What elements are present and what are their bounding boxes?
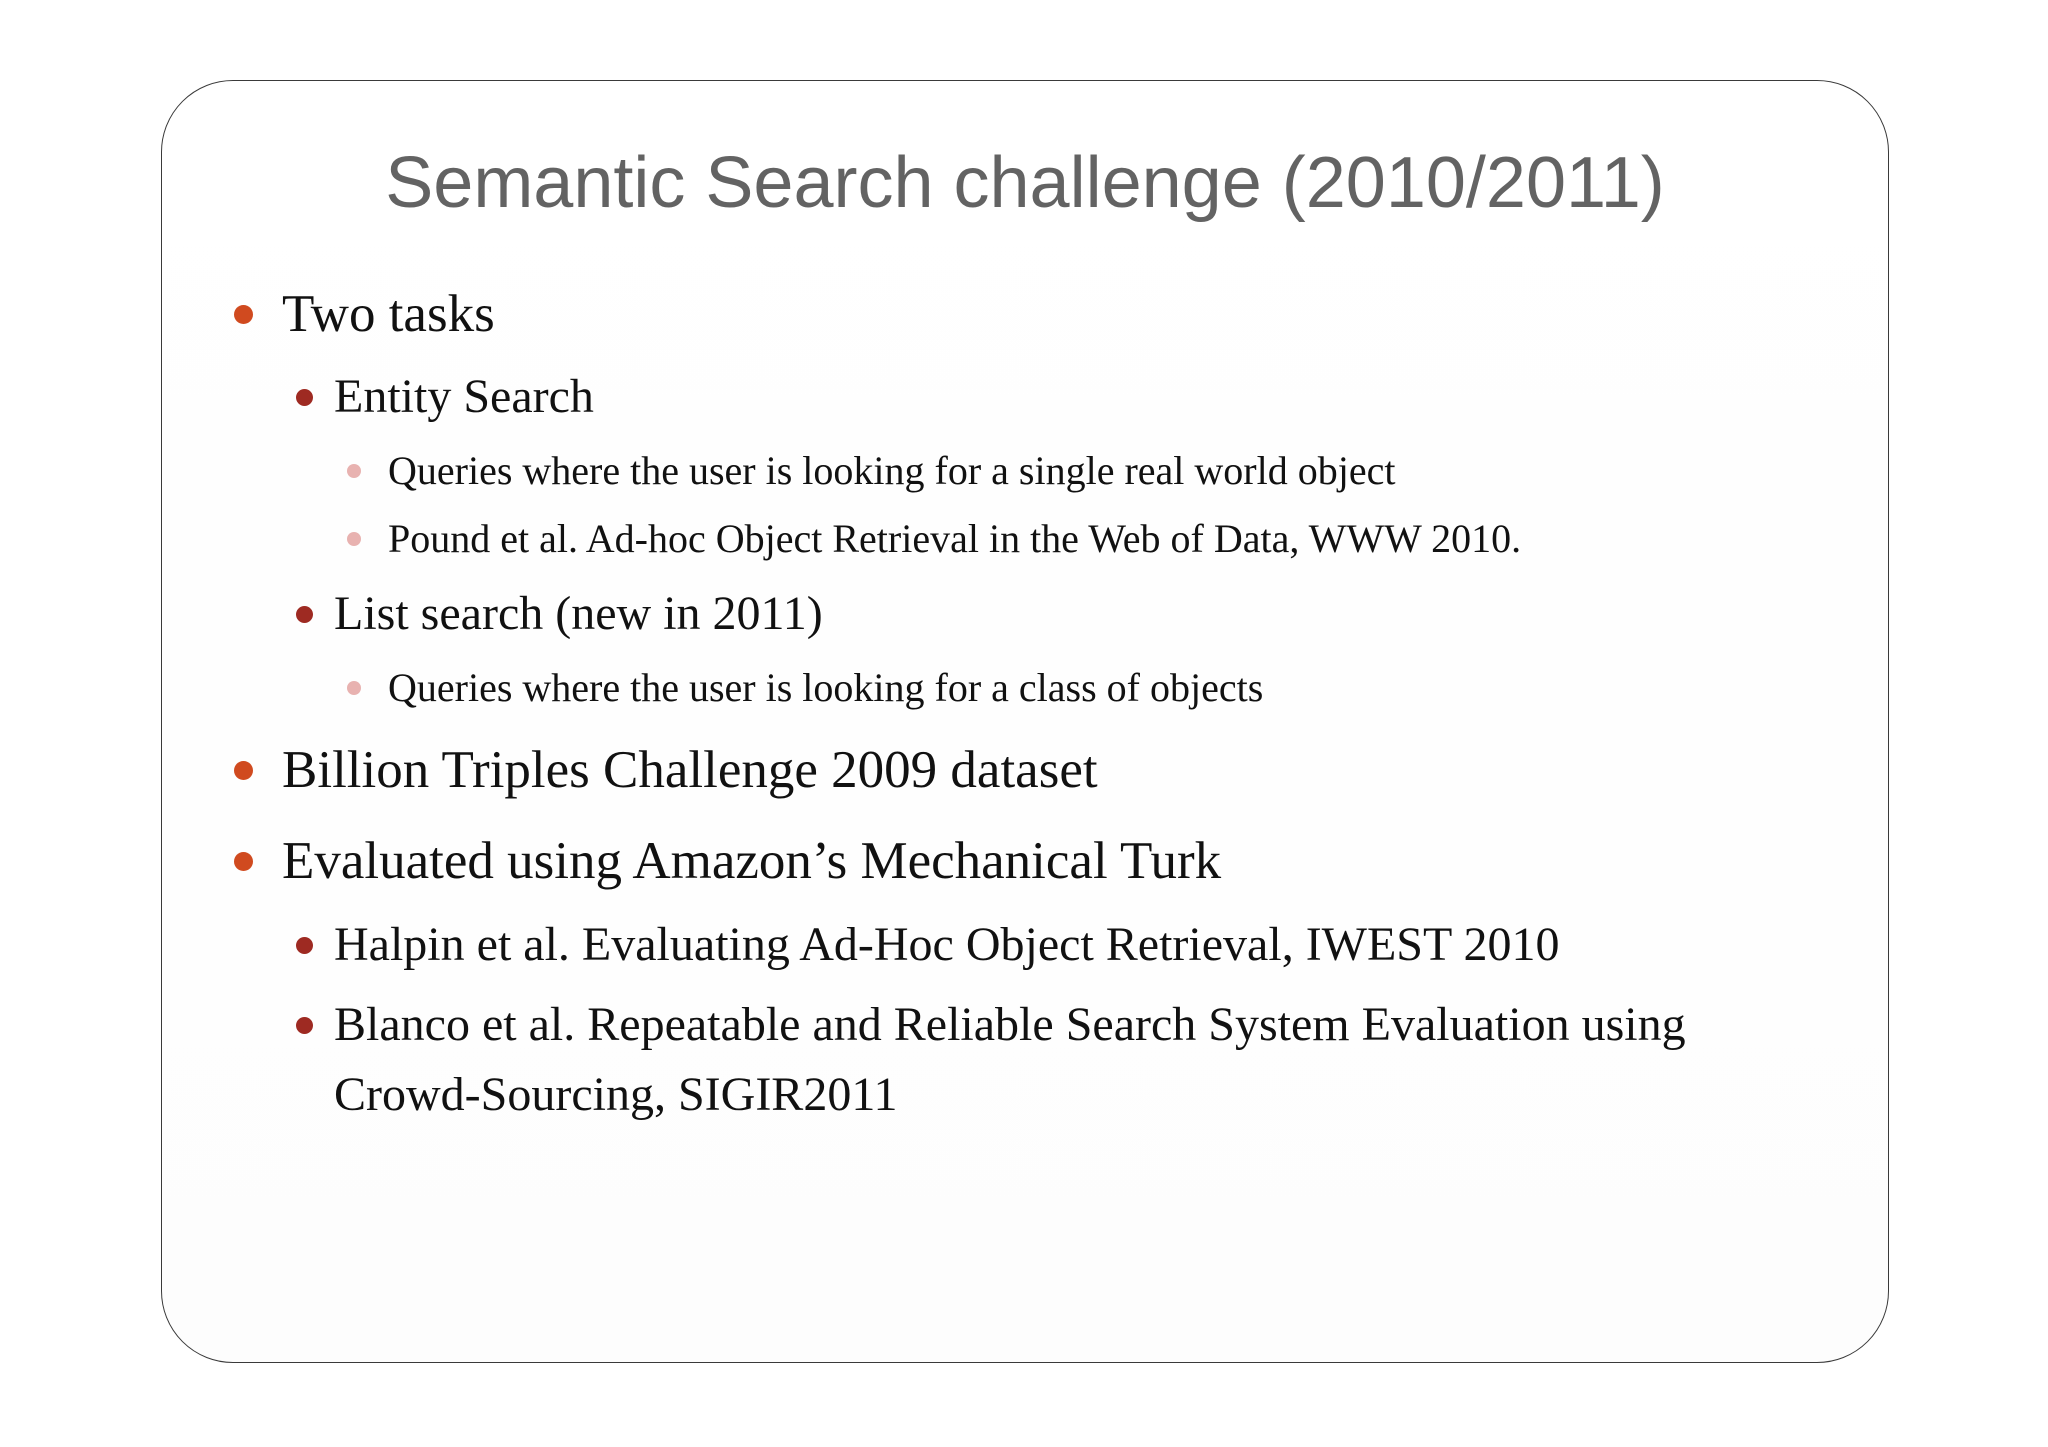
bullet-entity-search: Entity Search xyxy=(334,370,594,423)
bullet-dot-level2 xyxy=(296,606,313,623)
bullet-list-search: List search (new in 2011) xyxy=(334,587,823,640)
bullet-evaluation: Evaluated using Amazon’s Mechanical Turk xyxy=(282,832,1222,890)
bullet-dot-level1 xyxy=(234,305,253,324)
bullet-dot-level2 xyxy=(296,389,313,406)
slide-frame xyxy=(161,80,1889,1363)
bullet-dot-level3 xyxy=(347,532,361,546)
bullet-two-tasks: Two tasks xyxy=(282,285,495,343)
bullet-blanco-reference-continuation: Crowd-Sourcing, SIGIR2011 xyxy=(334,1068,898,1121)
bullet-pound-reference: Pound et al. Ad-hoc Object Retrieval in the Web of Data, WWW 2010. xyxy=(388,516,1522,561)
bullet-dot-level3 xyxy=(347,681,361,695)
slide-title: Semantic Search challenge (2010/2011) xyxy=(385,143,1665,223)
bullet-entity-search-definition: Queries where the user is looking for a single real world object xyxy=(388,448,1396,493)
bullet-dot-level2 xyxy=(296,1017,313,1034)
bullet-dot-level1 xyxy=(234,852,253,871)
bullet-dot-level1 xyxy=(234,761,253,780)
bullet-dataset: Billion Triples Challenge 2009 dataset xyxy=(282,741,1098,799)
bullet-blanco-reference: Blanco et al. Repeatable and Reliable Search System Evaluation using xyxy=(334,998,1686,1051)
bullet-dot-level3 xyxy=(347,464,361,478)
bullet-dot-level2 xyxy=(296,937,313,954)
bullet-list-search-definition: Queries where the user is looking for a class of objects xyxy=(388,665,1264,710)
bullet-halpin-reference: Halpin et al. Evaluating Ad-Hoc Object Retrieval, IWEST 2010 xyxy=(334,918,1560,971)
